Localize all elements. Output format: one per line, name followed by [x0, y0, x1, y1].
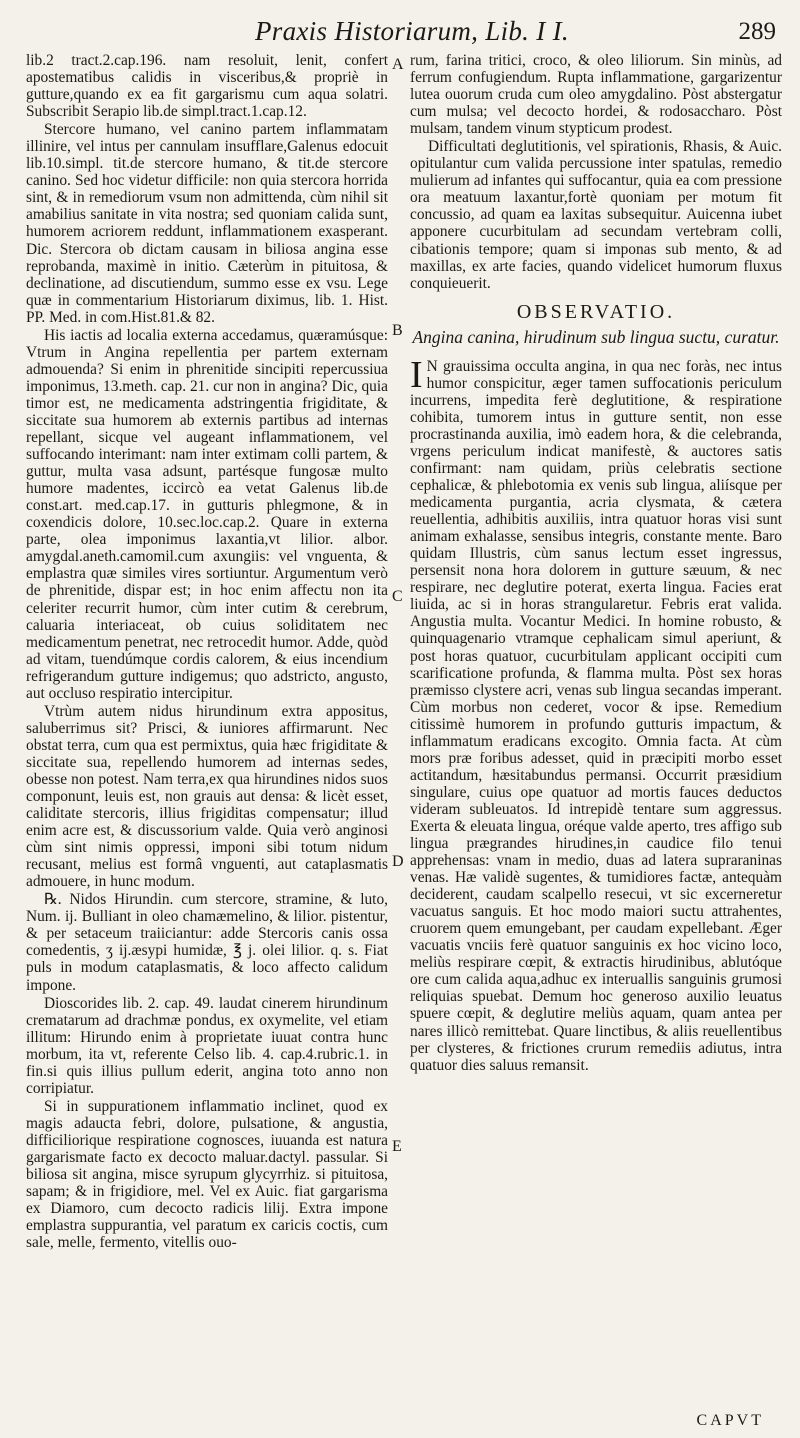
paragraph: Stercore humano, vel canino partem inflammatam illinire, vel intus per cannulam insufflare,Galenus edocuit lib.10.simpl. tit.de stercore humano, & tit.de stercore canino. Sed hoc videtur difficile: non quia stercora horrida sint, & in remediorum vsum non admittenda, cùm nihil sit amabilius sanitate in vita nostra; sed quoniam calida sunt, humorem acriorem reddunt, inflammationem exasperant. Dic. Stercora ob dictam causam in biliosa angina esse reprobanda, maximè in initio. Cæterùm in pituitosa, & declinatione, ad discutiendum, summo esse ex vsu. Lege quæ in commentarium Historiarum diximus, lib. 1. Hist. PP. Med. in com.Hist.81.& 82.	[26, 121, 388, 326]
page-number: 289	[738, 18, 776, 45]
paragraph: Vtrùm autem nidus hirundinum extra appositus, saluberrimus sit? Prisci, & iuniores affirmarunt. Nec obstat terra, cum qua est permixtus, quia hæc frigiditate & siccitate sua, repellendo humorem ad internas sedes, obesse non potest. Nam terra,ex qua hirundines nidos suos componunt, leuis est, non grauis aut densa: & licèt esset, caliditate stercoris, illius frigiditas compensatur; illud enim acre est, & discussorium valde. Quia verò anginosi cùm sint nimis oppressi, imponi sibi totum nidum recusant, melius est formâ vnguenti, aut cataplasmatis admouere, in hunc modum.	[26, 702, 388, 891]
margin-letter-a: A	[392, 56, 404, 73]
paragraph: rum, farina tritici, croco, & oleo liliorum. Sin minùs, ad ferrum confugiendum. Rupta inflammatione, gargarizentur lutea ouorum cruda cum oleo amygdalino. Pòst abstergatur cum mulsa; vel decocto hordei, & rodosaccharo. Pòst mulsam, tandem vinum stypticum prodest.	[410, 52, 782, 138]
observatio-body	[410, 353, 782, 1074]
left-column	[26, 52, 388, 1251]
drop-cap: I	[410, 353, 423, 396]
margin-letter-b: B	[392, 322, 403, 339]
paragraph: Dioscorides lib. 2. cap. 49. laudat cinerem hirundinum crematarum ad drachmæ pondus, ex oxymelite, vel etiam illitum: Hirundo enim à proprietate iuuat contra hunc morbum, ita vt, referente Celso lib. 4. cap.4.rubric.1. in fin.si quis illius pullum ederit, angina toto anno non corripiatur.	[26, 994, 388, 1097]
recipe-paragraph: ℞. Nidos Hirundin. cum stercore, stramine, & luto, Num. ij. Bulliant in oleo chamæmelino, & lilior. pistentur, & per setaceum traiiciantur: adde Stercoris canis ossa comedentis, ʒ ij.æsypi humidæ, ℥ j. olei lilior. q. s. Fiat puls in modum cataplasmatis, & loco affecto calidum impone.	[26, 891, 388, 994]
margin-letter-d: D	[392, 853, 404, 870]
observatio-subtitle: Angina canina, hirudinum sub lingua suctu, curatur.	[412, 326, 780, 347]
observatio-heading: OBSERVATIO.	[516, 300, 676, 323]
margin-letter-e: E	[392, 1138, 402, 1155]
observatio-text: N grauissima occulta angina, in qua nec foràs, nec intus humor conspicitur, æger tamen suffocationis periculum incurrens, impedita ferè deglutitione, & respiratione cohibita, tumorem intus in gutture sentit, non esse procrastinanda auxilia, imò eadem hora, & die celebranda, vrgens periculum indicat manifestè, & auctores satis confirmant: nam quidam, priùs celebratis sectione cephalicæ, & phlebotomia ex venis sub lingua, aliísque per medicamenta purgantia, acria clysmata, & cætera reuellentia, adhibitis auxiliis, intra quatuor horas visi sunt animam exhalasse, sensibus integris, constante mente. Baro quidam Illustris, cùm sanus lectum esset ingressus, persensit nona hora dolorem in gutture sæuum, & nec respirare, nec deglutire poterat, exerta lingua. Facies erat liuida, ac si in horas strangularetur. Febris erat valida. Angustia multa. Vocantur Medici. In homine robusto, & quinquagenario vtramque cephalicam simul aperiunt, & post horas quatuor, cucurbitulam applicant occipiti cum scarificatione profunda, & flamma multa. Pòst sex horas præmisso clystere acri, venas sub lingua secandas imperant. Cùm morbus non cederet, vocor & ipse. Remedium citissimè humorem in profundo gutturis impactum, & inflammatum eradicans excogito. Omnia facta. At cùm mors præ foribus adesset, quid in præcipiti morbo esset actitandum, hæsitabundus permansi. Occurrit præsidium singulare, cuius ope quatuor ad mortis fauces deductos videram subleuatos. Id intrepidè tentare sum aggressus. Exerta & eleuata lingua, oréque valde aperto, tres affigo sub lingua prægrandes hirudines,in caudice filo tenui apprehensas: vnam in medio, duas ad latera supraraninas venas. Hæ validè sugentes, & tumidiores factæ, antequàm deciderent, caudam scalpello resecui, vt sic excerneretur vacuatus sanguis. Et hoc modo maiori suctu attrahentes, cruorem quem emungebant, per caudam expellebant. Æger vacuatis vnciis ferè quatuor sanguinis ex hoc vicino loco, meliùs respirare cœpit, & extractis hirudinibus, ablutóque ore cum calida aqua,adhuc ex interuallis sanguinis grumosi reliquias spuebat. Demum hoc generoso auxilio leuatus spuere cœpit, & deglutire meliùs aquam, quam antea per nares illicò remittebat. Quare linctibus, & aliis reuellentibus per clysteres, & frictiones crurum remediis adiutus, intra quatuor dies saluus remansit.	[410, 357, 782, 1074]
paragraph: Si in suppurationem inflammatio inclinet, quod ex magis adaucta febri, dolore, pulsatione, & angustia, difficiliorique respiratione cognosces, iuuanda est natura gargarismate facto ex decocto maluar.dactyl. passular. Si biliosa sit angina, misce syrupum glycyrrhiz. si pituitosa, sapam; & in frigidiore, mel. Vel ex Auic. fiat gargarisma ex Diamoro, cum decocto radicis lilij. Extra impone emplastra suppurantia, vel paratum ex caricis coctis, cum sale, melle, fermento, vitellis ouo-	[26, 1097, 388, 1252]
paragraph: His iactis ad localia externa accedamus, quæramúsque: Vtrum in Angina repellentia per partem externam admouenda? Si enim in phrenitide sincipiti repercussiua imponimus, 13.meth. cap. 21. cur non in angina? Dic, quia timor est, ne medicamenta adstringentia frigiditate, & siccitate sua humorem ab externis partibus ad internas repellant, sicque vel augeant inflammationem, vel suffocando interimant: nam inter extimam colli partem, & guttur, multa vasa adsunt, partésque fungosæ multo humore madentes, iccircò ea vetat Galenus lib.de const.art. med.cap.17. in gutturis phlegmone, & in coxendicis dolore, 10.sec.loc.cap.2. Quare in externa parte, olea imponimus laxantia,vt lilior. albor. amygdal.aneth.camomil.cum axungiis: vel vnguenta, & emplastra quæ similes vires sortiuntur. Argumentum verò de phrenitide, dispar est; in hoc enim affectu non ita celeriter recurrit humor, cùm inter cutim & cerebrum, caluaria interiaceat, ob cuius soliditatem nec medicamentum penetrat, nec retrocedit humor. Adde, quòd ad vitam, tuendúmque cordis calorem, & eius incendium refrigerandum gutture indigemus; quo adstricto, angusto, aut occluso respiratio intercipitur.	[26, 326, 388, 702]
paragraph: Difficultati deglutitionis, vel spirationis, Rhasis, & Auic. opitulantur cum valida percussione inter spatulas, remedio mulierum ad infantes qui suffocantur, quia ea com pressione ora meatuum laxantur,fortè quoniam per motum fit concussio, ad quam ea laxitas subsequitur. Auicenna iubet apponere cucurbitulam ad secundam vertebram colli, cibationis tempore; quam si imponas sub mento, & ad maxillas, ex arte facies, quando videlicet humorum fluxus conquieuerit.	[410, 138, 782, 292]
margin-letter-c: C	[392, 588, 403, 605]
running-title: Praxis Historiarum, Lib. I I.	[255, 16, 569, 46]
running-head	[0, 14, 800, 48]
right-column	[410, 52, 782, 1074]
catchword: CAPVT	[696, 1412, 764, 1429]
paragraph: lib.2 tract.2.cap.196. nam resoluit, lenit, confert apostematibus calidis in visceribus,& propriè in gutture,quando ex ea fit gargarismu cum aqua solatri. Subscribit Serapio lib.de simpl.tract.1.cap.12.	[26, 52, 388, 121]
